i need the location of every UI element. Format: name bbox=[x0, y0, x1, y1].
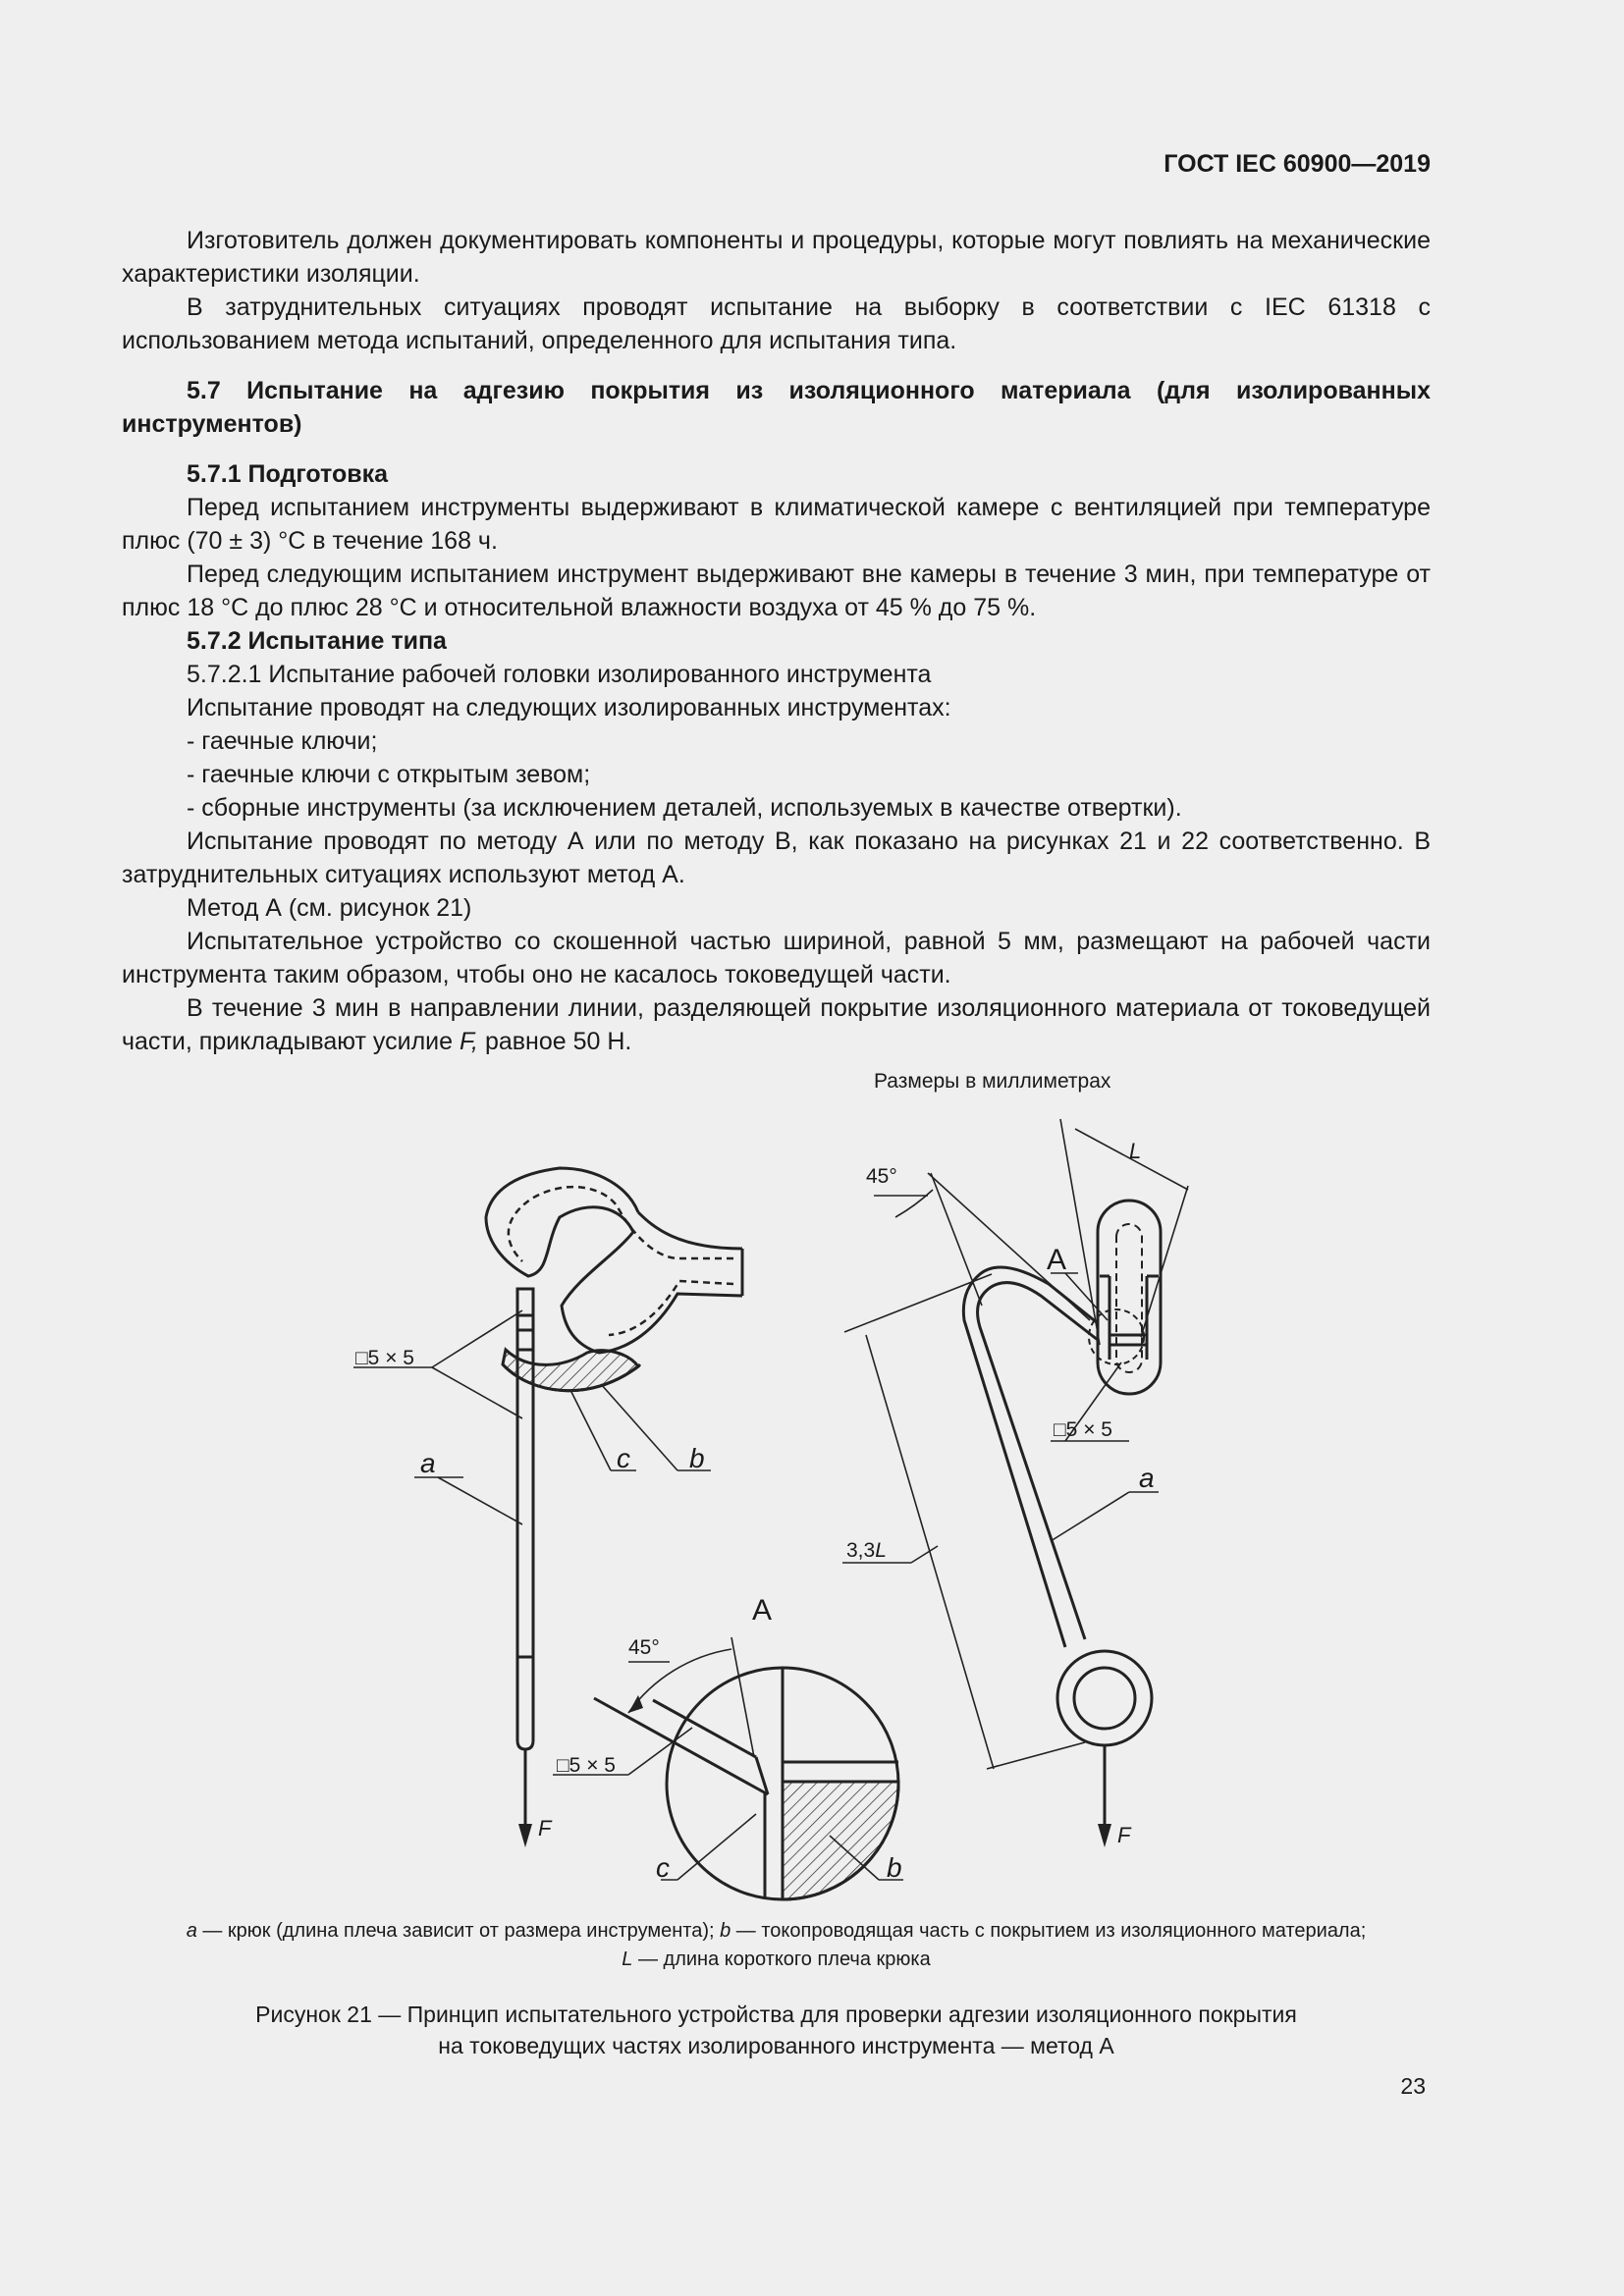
standard-code: ГОСТ IEC 60900—2019 bbox=[1164, 150, 1431, 178]
subsection-heading: 5.7.1 Подготовка bbox=[187, 460, 389, 488]
paragraph: Испытательное устройство со скошенной частью шириной, равной 5 мм, размещают на рабочей части инструмента таким образом, чтобы оно не касалось токоведущей части. bbox=[122, 928, 1431, 988]
clause-title: 5.7.2.1 Испытание рабочей головки изолированного инструмента bbox=[187, 661, 932, 688]
label-c-detail: c bbox=[656, 1852, 670, 1883]
list-item: - сборные инструменты (за исключением деталей, используемых в качестве отвертки). bbox=[187, 794, 1182, 822]
force-label-left: F bbox=[538, 1816, 552, 1841]
paragraph: Перед следующим испытанием инструмент выдерживают вне камеры в течение 3 мин, при температуре от плюс 18 °С до плюс 28 °С и относительной влажности воздуха от 45 % до 75 %. bbox=[122, 561, 1431, 621]
paragraph: Испытание проводят на следующих изолированных инструментах: bbox=[187, 694, 951, 721]
paragraph: В течение 3 мин в направлении линии, разделяющей покрытие изоляционного материала от токоведущей части, прикладывают усилие F, равное 50 Н. bbox=[122, 994, 1431, 1055]
paragraph: Испытание проводят по методу А или по методу В, как показано на рисунках 21 и 22 соответственно. В затруднительных ситуациях используют метод А. bbox=[122, 828, 1431, 888]
hook-ring bbox=[1057, 1651, 1152, 1745]
label-square-detail: □5 × 5 bbox=[557, 1754, 616, 1777]
label-A-right: A bbox=[1047, 1244, 1067, 1276]
detail-a-coating bbox=[783, 1782, 898, 1899]
paragraph: Метод А (см. рисунок 21) bbox=[187, 894, 472, 922]
list-item: - гаечные ключи; bbox=[187, 727, 378, 755]
label-a-right: a bbox=[1139, 1463, 1155, 1493]
tool-slot bbox=[1098, 1201, 1161, 1394]
dimension-lines-right bbox=[842, 1119, 1188, 1769]
label-a-left: a bbox=[420, 1448, 436, 1478]
label-A-detail: A bbox=[752, 1594, 773, 1627]
force-arrow-left bbox=[518, 1824, 532, 1847]
page-number: 23 bbox=[1400, 2073, 1426, 2099]
label-45-right: 45° bbox=[866, 1165, 897, 1188]
figure-caption: Рисунок 21 — Принцип испытательного устройства для проверки адгезии изоляционного покрытия на токоведущих частях изолированного инструмента — метод А bbox=[255, 2002, 1297, 2058]
list-item: - гаечные ключи с открытым зевом; bbox=[187, 761, 591, 788]
subsection-heading: 5.7.2 Испытание типа bbox=[187, 627, 447, 655]
force-arrow-right bbox=[1098, 1824, 1111, 1847]
wrench-head bbox=[486, 1168, 742, 1353]
paragraph: Изготовитель должен документировать компоненты и процедуры, которые могут повлиять на механические характеристики изоляции. bbox=[122, 227, 1431, 288]
dimensions-note: Размеры в миллиметрах bbox=[874, 1070, 1111, 1093]
label-b-detail: b bbox=[887, 1852, 902, 1883]
paragraph: В затруднительных ситуациях проводят испытание на выборку в соответствии с IEC 61318 с использованием метода испытаний, определенного для испытания типа. bbox=[122, 294, 1431, 354]
force-label-right: F bbox=[1117, 1823, 1131, 1847]
label-square-left: □5 × 5 bbox=[355, 1347, 414, 1369]
coating-section bbox=[503, 1350, 638, 1391]
label-L-right: L bbox=[1129, 1139, 1142, 1163]
paragraph: Перед испытанием инструменты выдерживают в климатической камере с вентиляцией при температуре плюс (70 ± 3) °С в течение 168 ч. bbox=[122, 494, 1431, 555]
wrench-inner-contour bbox=[509, 1187, 733, 1335]
label-square-right: □5 × 5 bbox=[1054, 1418, 1112, 1441]
label-33L: 3,3L bbox=[846, 1539, 887, 1562]
label-45-detail: 45° bbox=[628, 1636, 660, 1659]
label-b-left: b bbox=[689, 1443, 705, 1473]
wrench-assembly bbox=[486, 1168, 742, 1353]
label-c-left: c bbox=[617, 1443, 630, 1473]
figure-legend: a — крюк (длина плеча зависит от размера инструмента); b — токопроводящая часть с покрытием из изоляционного материала; L — длина короткого плеча крюка bbox=[186, 1920, 1367, 1970]
section-heading: 5.7 Испытание на адгезию покрытия из изоляционного материала (для изолированных инструментов) bbox=[122, 377, 1431, 438]
